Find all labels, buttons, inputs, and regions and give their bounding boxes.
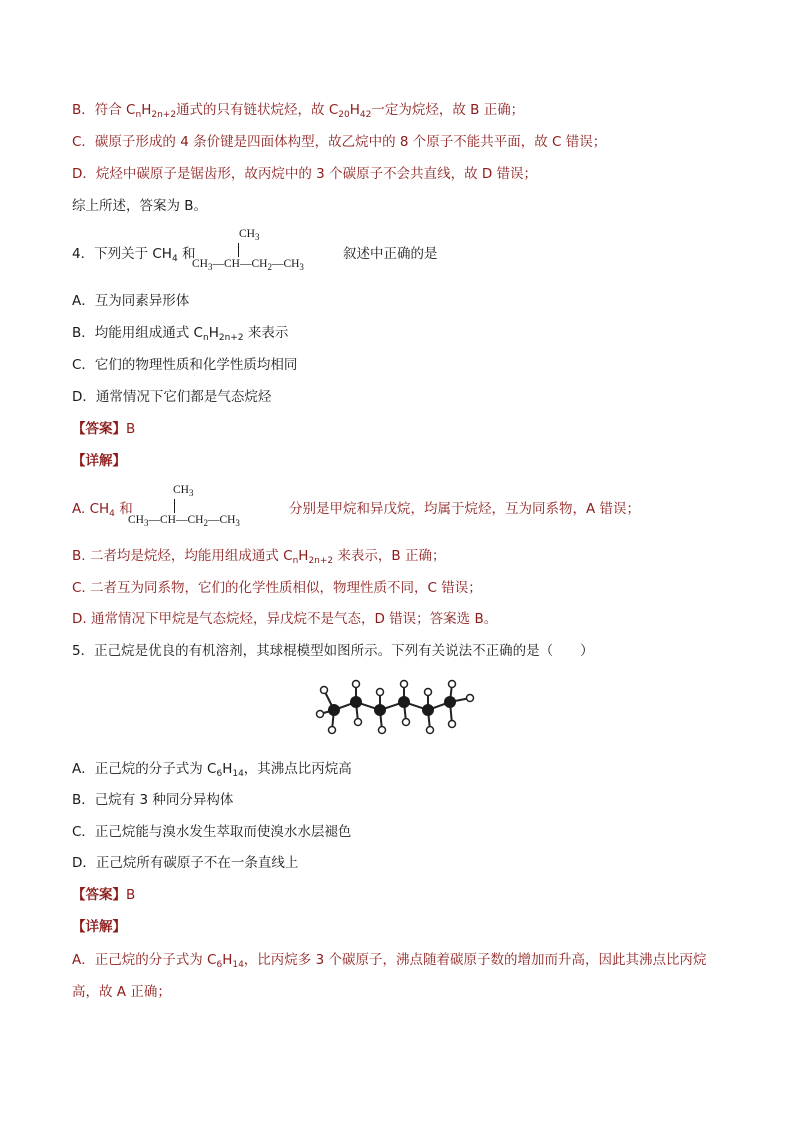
q4-isopentane-formula	[192, 228, 342, 274]
q5-detail-a-cont: 高，故 A 正确；	[72, 984, 171, 1000]
q4-detail-a-end: 分别是甲烷和异戊烷，均属于烷烃，互为同系物，A 错误；	[289, 501, 641, 517]
q5-stem: 5．正己烷是优良的有机溶剂，其球棍模型如图所示。下列有关说法不正确的是（ ）	[72, 643, 594, 659]
q5-option-a: A．正己烷的分子式为 $C_6H_{14}$，其沸点比丙烷高	[72, 761, 352, 779]
q5-option-b: B．己烷有 3 种同分异构体	[72, 792, 234, 808]
q4-stem-end: 叙述中正确的是	[343, 246, 438, 262]
formula-chain: $CH_3—CH—CH_2—CH_3$	[128, 514, 240, 528]
q4-option-c: C．它们的物理性质和化学性质均相同	[72, 357, 298, 373]
hexane-ball-stick-model	[312, 672, 482, 738]
q4-option-a: A．互为同素异形体	[72, 293, 190, 309]
formula-top-ch3: $CH_3$	[239, 228, 260, 242]
q5-option-d: D．正己烷所有碳原子不在一条直线上	[72, 855, 299, 871]
q5-detail-a: A．正己烷的分子式为 $C_6H_{14}$，比丙烷多 3 个碳原子，沸点随着碳原子数的增加而升高，因此其沸点比丙烷	[72, 952, 707, 970]
q4-detail-b: B. 二者均是烷烃，均能用组成通式 $C_nH_{2n+2}$ 来表示，B 正确；	[72, 548, 446, 566]
q5-option-c: C．正己烷能与溴水发生萃取而使溴水水层褪色	[72, 824, 352, 840]
q4-detail-label: 【详解】	[72, 453, 126, 469]
q4-stem: 4．下列关于 $CH_4$ 和	[72, 246, 196, 264]
prev-summary: 综上所述，答案为 B。	[72, 198, 208, 214]
formula-top-ch3: $CH_3$	[173, 484, 194, 498]
q4-detail-d: D. 通常情况下甲烷是气态烷烃，异戊烷不是气态，D 错误；答案选 B。	[72, 611, 498, 627]
prev-option-b: B．符合 $C_nH_{2n+2}$通式的只有链状烷烃，故 $C_{20}H_{42}$一定为烷烃，故 B 正确；	[72, 102, 525, 120]
prev-option-c: C．碳原子形成的 4 条价键是四面体构型，故乙烷中的 8 个原子不能共平面，故 C 错误；	[72, 134, 607, 150]
q4-detail-isopentane-formula	[128, 484, 278, 530]
q5-answer: 【答案】B	[72, 887, 136, 903]
q4-detail-a: A. $CH_4$ 和	[72, 501, 133, 519]
formula-branch-bond	[174, 499, 175, 513]
prev-option-d: D．烷烃中碳原子是锯齿形，故丙烷中的 3 个碳原子不会共直线，故 D 错误；	[72, 166, 538, 182]
q5-detail-label: 【详解】	[72, 919, 126, 935]
q4-answer: 【答案】B	[72, 421, 136, 437]
formula-chain: $CH_3—CH—CH_2—CH_3$	[192, 258, 304, 272]
q4-option-d: D．通常情况下它们都是气态烷烃	[72, 389, 272, 405]
q4-option-b: B．均能用组成通式 $C_nH_{2n+2}$ 来表示	[72, 325, 289, 343]
q4-detail-c: C. 二者互为同系物，它们的化学性质相似，物理性质不同，C 错误；	[72, 580, 482, 596]
formula-branch-bond	[238, 243, 239, 257]
